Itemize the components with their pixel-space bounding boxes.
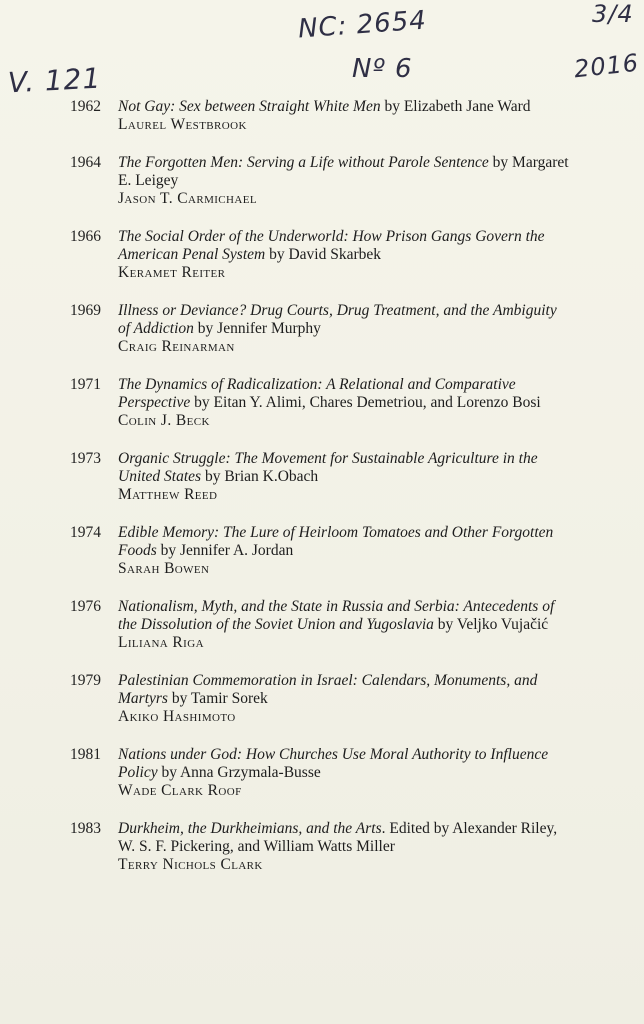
- list-item: [70, 820, 570, 874]
- entry-body: [118, 450, 570, 504]
- reviewer-name: Keramet Reiter: [118, 264, 226, 281]
- list-item: [70, 450, 570, 504]
- page-number: 1973: [70, 450, 101, 467]
- book-title: The Dynamics of Radicalization: A Relational and Comparative Perspective: [118, 376, 516, 411]
- handwritten-issue-number: Nº 6: [352, 54, 413, 84]
- book-author: by Elizabeth Jane Ward: [380, 98, 531, 115]
- handwritten-catalog-number: NC: 2654: [297, 5, 428, 45]
- book-author: by Brian K.Obach: [201, 468, 319, 485]
- page-number: 1962: [70, 98, 101, 115]
- book-title: Illness or Deviance? Drug Courts, Drug Treatment, and the Ambiguity of Addiction: [118, 302, 557, 337]
- reviewer-name: Craig Reinarman: [118, 338, 235, 355]
- book-title: Organic Struggle: The Movement for Sustainable Agriculture in the United States: [118, 450, 538, 485]
- list-item: [70, 154, 570, 208]
- entry-body: [118, 672, 570, 726]
- page-number: 1971: [70, 376, 101, 393]
- book-author: by Tamir Sorek: [167, 690, 268, 707]
- book-title: The Social Order of the Underworld: How Prison Gangs Govern the American Penal System: [118, 228, 545, 263]
- list-item: [70, 672, 570, 726]
- reviewer-name: Wade Clark Roof: [118, 782, 242, 799]
- book-author: by David Skarbek: [265, 246, 382, 263]
- list-item: [70, 376, 570, 430]
- book-title: The Forgotten Men: Serving a Life without Parole Sentence: [118, 154, 489, 171]
- book-title: Not Gay: Sex between Straight White Men: [118, 98, 381, 115]
- handwritten-fraction: 3/4: [592, 0, 634, 28]
- reviewer-name: Colin J. Beck: [118, 412, 210, 429]
- page-number: 1979: [70, 672, 101, 689]
- list-item: [70, 302, 570, 356]
- reviewer-name: Liliana Riga: [118, 634, 204, 651]
- list-item: [70, 598, 570, 652]
- book-author: by Eitan Y. Alimi, Chares Demetriou, and Lorenzo Bosi: [190, 394, 541, 411]
- page-number: 1983: [70, 820, 101, 837]
- reviewer-name: Sarah Bowen: [118, 560, 210, 577]
- entry-body: [118, 98, 570, 134]
- list-item: [70, 746, 570, 800]
- book-title: Nationalism, Myth, and the State in Russia and Serbia: Antecedents of the Dissolution of the Soviet Union and Yugoslavia: [118, 598, 555, 633]
- page-number: 1964: [70, 154, 101, 171]
- reviewer-name: Terry Nichols Clark: [118, 856, 263, 873]
- reviewer-name: Akiko Hashimoto: [118, 708, 236, 725]
- entry-body: [118, 376, 570, 430]
- book-author: . Edited by Alexander Riley, W. S. F. Pickering, and William Watts Miller: [118, 820, 558, 855]
- entry-body: [118, 302, 570, 356]
- handwritten-volume: V. 121: [7, 61, 102, 100]
- book-title: Edible Memory: The Lure of Heirloom Tomatoes and Other Forgotten Foods: [118, 524, 554, 559]
- reviewer-name: Matthew Reed: [118, 486, 218, 503]
- list-item: [70, 228, 570, 282]
- page-number: 1976: [70, 598, 101, 615]
- book-title: Durkheim, the Durkheimians, and the Arts: [118, 820, 382, 837]
- reviewer-name: Laurel Westbrook: [118, 116, 247, 133]
- handwritten-year: 2016: [572, 48, 641, 84]
- entry-body: [118, 746, 570, 800]
- reviewer-name: Jason T. Carmichael: [118, 190, 257, 207]
- book-author: by Margaret E. Leigey: [118, 154, 569, 189]
- page-number: 1966: [70, 228, 101, 245]
- book-author: by Jennifer A. Jordan: [156, 542, 294, 559]
- book-author: by Anna Grzymala-Busse: [157, 764, 321, 781]
- page-number: 1969: [70, 302, 101, 319]
- entry-body: [118, 524, 570, 578]
- book-review-list: [70, 98, 570, 894]
- page-number: 1974: [70, 524, 101, 541]
- entry-body: [118, 154, 570, 208]
- book-title: Palestinian Commemoration in Israel: Calendars, Monuments, and Martyrs: [118, 672, 538, 707]
- entry-body: [118, 228, 570, 282]
- entry-body: [118, 598, 570, 652]
- list-item: [70, 524, 570, 578]
- book-author: by Veljko Vujačić: [433, 616, 549, 633]
- book-author: by Jennifer Murphy: [193, 320, 321, 337]
- list-item: [70, 98, 570, 134]
- entry-body: [118, 820, 570, 874]
- book-title: Nations under God: How Churches Use Moral Authority to Influence Policy: [118, 746, 549, 781]
- page-number: 1981: [70, 746, 101, 763]
